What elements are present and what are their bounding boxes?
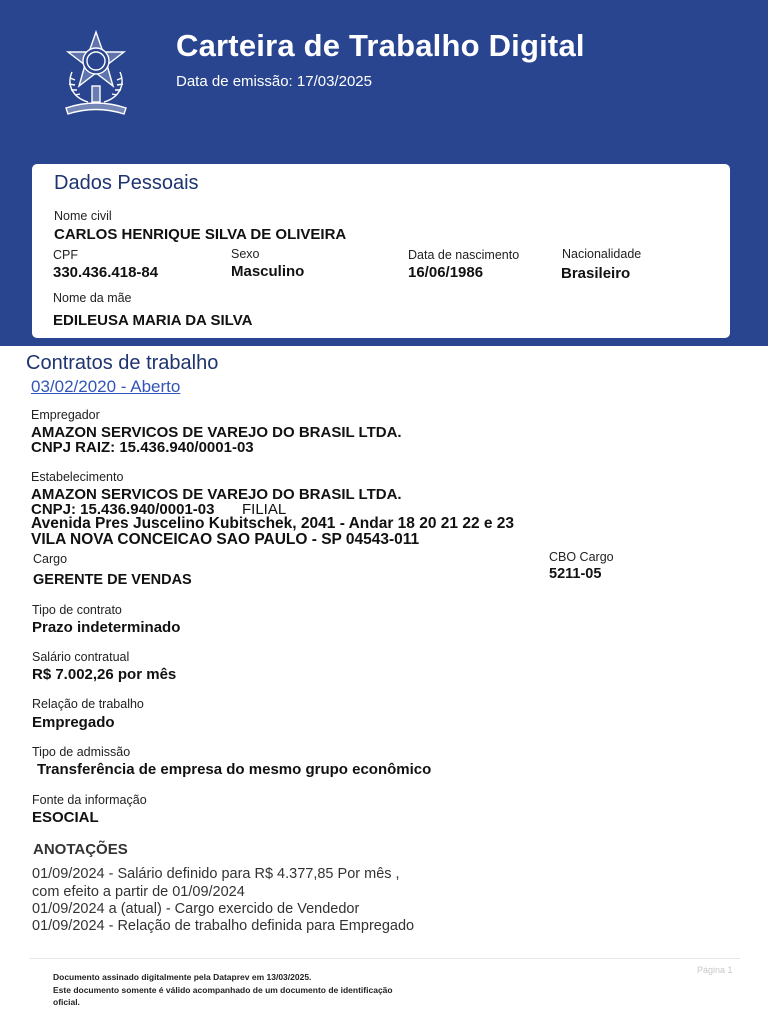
nationality-label: Nacionalidade bbox=[562, 247, 642, 261]
establishment-cnpj: CNPJ: 15.436.940/0001-03 bbox=[31, 501, 215, 518]
page-number: Página 1 bbox=[697, 965, 733, 975]
cbo-label: CBO Cargo bbox=[549, 550, 614, 564]
personal-data-card bbox=[32, 164, 730, 338]
sex-value: Masculino bbox=[231, 263, 305, 280]
mother-value: EDILEUSA MARIA DA SILVA bbox=[53, 312, 253, 329]
employer-name: AMAZON SERVICOS DE VAREJO DO BRASIL LTDA. bbox=[31, 424, 402, 441]
annotation-line: 01/09/2024 a (atual) - Cargo exercido de Vendedor bbox=[32, 901, 360, 917]
establishment-name: AMAZON SERVICOS DE VAREJO DO BRASIL LTDA. bbox=[31, 486, 402, 503]
cpf-value: 330.436.418-84 bbox=[53, 264, 159, 281]
salary-label: Salário contratual bbox=[32, 650, 130, 664]
contract-type-value: Prazo indeterminado bbox=[32, 619, 181, 636]
employer-label: Empregador bbox=[31, 408, 100, 422]
establishment-type: FILIAL bbox=[242, 501, 287, 518]
brazil-coat-of-arms-icon bbox=[62, 28, 130, 118]
employer-cnpj: CNPJ RAIZ: 15.436.940/0001-03 bbox=[31, 439, 254, 456]
establishment-label: Estabelecimento bbox=[31, 470, 124, 484]
contract-type-label: Tipo de contrato bbox=[32, 603, 122, 617]
annotations-title: ANOTAÇÕES bbox=[33, 841, 128, 858]
admission-value: Transferência de empresa do mesmo grupo econômico bbox=[37, 761, 432, 778]
birth-label: Data de nascimento bbox=[408, 248, 520, 262]
footer-divider bbox=[30, 958, 740, 959]
footer-signature-note: Documento assinado digitalmente pela Dataprev em 13/03/2025. bbox=[53, 972, 312, 982]
salary-value: R$ 7.002,26 por mês bbox=[32, 666, 177, 683]
footer-validity-note: Este documento somente é válido acompanhado de um documento de identificação bbox=[53, 985, 393, 995]
relation-label: Relação de trabalho bbox=[32, 697, 144, 711]
cbo-value: 5211-05 bbox=[549, 566, 602, 582]
name-label: Nome civil bbox=[54, 209, 112, 223]
annotation-line: 01/09/2024 - Salário definido para R$ 4.377,85 Por mês , bbox=[32, 866, 400, 882]
sex-label: Sexo bbox=[231, 247, 260, 261]
source-value: ESOCIAL bbox=[32, 809, 99, 826]
cpf-label: CPF bbox=[53, 248, 78, 262]
header-banner bbox=[0, 0, 768, 346]
address-line-2: VILA NOVA CONCEICAO SAO PAULO - SP 04543-011 bbox=[31, 531, 420, 548]
admission-label: Tipo de admissão bbox=[32, 745, 131, 759]
personal-data-title: Dados Pessoais bbox=[54, 172, 199, 194]
contract-link[interactable]: 03/02/2020 - Aberto bbox=[31, 377, 181, 396]
name-value: CARLOS HENRIQUE SILVA DE OLIVEIRA bbox=[54, 226, 347, 243]
relation-value: Empregado bbox=[32, 714, 115, 731]
contracts-title: Contratos de trabalho bbox=[26, 352, 219, 374]
issue-date: Data de emissão: 17/03/2025 bbox=[176, 73, 372, 90]
footer-validity-note-end: oficial. bbox=[53, 997, 80, 1007]
nationality-value: Brasileiro bbox=[561, 265, 631, 282]
address-line-1: Avenida Pres Juscelino Kubitschek, 2041 - Andar 18 20 21 22 e 23 bbox=[31, 515, 515, 532]
annotation-line: com efeito a partir de 01/09/2024 bbox=[32, 884, 245, 900]
document-title: Carteira de Trabalho Digital bbox=[176, 28, 585, 63]
annotation-line: 01/09/2024 - Relação de trabalho definida para Empregado bbox=[32, 918, 415, 934]
role-label: Cargo bbox=[33, 552, 68, 566]
role-value: GERENTE DE VENDAS bbox=[33, 572, 192, 588]
source-label: Fonte da informação bbox=[32, 793, 147, 807]
birth-value: 16/06/1986 bbox=[408, 264, 484, 281]
mother-label: Nome da mãe bbox=[53, 291, 132, 305]
